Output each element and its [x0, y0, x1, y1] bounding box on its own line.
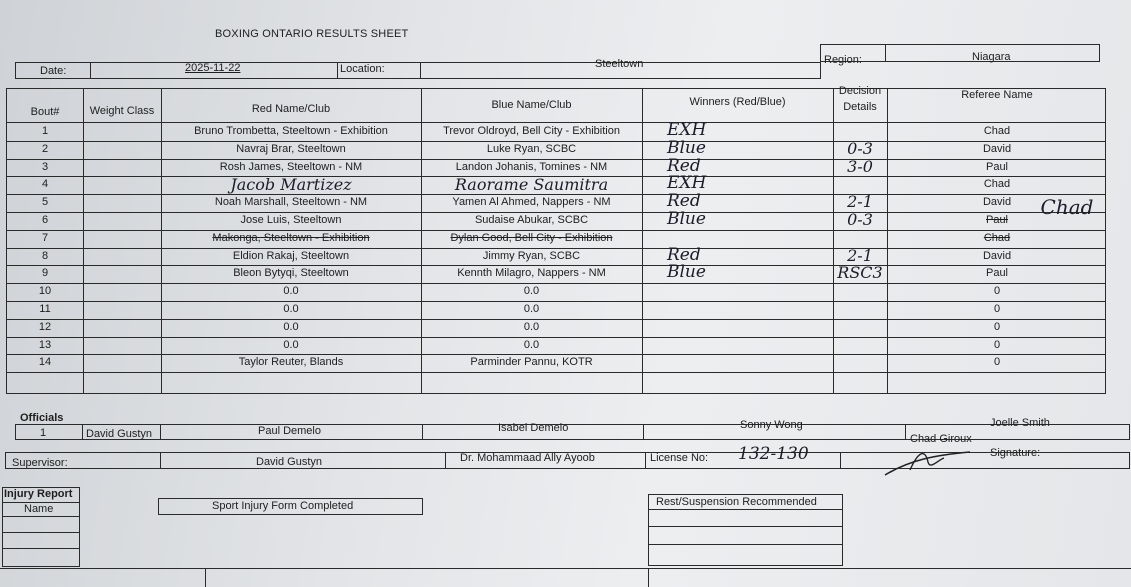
signature-mark — [880, 440, 990, 480]
region-value: Niagara — [972, 51, 1011, 63]
blue-name: 0.0 — [523, 338, 540, 351]
red-name: Jose Luis, Steeltown — [240, 214, 342, 226]
bout-number: 14 — [38, 356, 52, 369]
referee-name: Paul — [985, 214, 1009, 226]
referee-name: 0 — [993, 356, 1001, 369]
rest-label: Rest/Suspension Recommended — [656, 496, 817, 508]
red-name: Eldion Rakaj, Steeltown — [232, 249, 350, 262]
decision-details: 0-3 — [847, 210, 873, 229]
red-name: Noah Marshall, Steeltown - NM — [214, 196, 368, 209]
doctor-name: Dr. Mohammaad Ally Ayoob — [460, 452, 595, 464]
blue-name: Landon Johanis, Tomines - NM — [455, 160, 608, 173]
blue-name: Luke Ryan, SCBC — [486, 142, 577, 155]
referee-name: Chad — [983, 231, 1011, 244]
blue-name: 0.0 — [523, 303, 540, 315]
supervisor-name: David Gustyn — [256, 456, 323, 468]
sheet-title: BOXING ONTARIO RESULTS SHEET — [215, 28, 409, 40]
bout-number: 4 — [41, 178, 49, 191]
bouts-table — [6, 85, 1106, 394]
referee-name: Chad — [983, 178, 1011, 191]
col-bout: Bout# — [30, 106, 60, 118]
license-value: 132-130 — [738, 444, 809, 464]
red-name: Rosh James, Steeltown - NM — [219, 160, 363, 173]
decision-details: 0-3 — [847, 138, 873, 158]
decision-details: 2-1 — [847, 245, 873, 265]
official-extra: Chad Giroux — [910, 433, 972, 445]
blue-name: Dylan Good, Bell City - Exhibition — [450, 231, 613, 244]
blue-name: Raorame Saumitra — [454, 175, 609, 195]
official-4: Sonny Wong — [740, 419, 803, 431]
referee-name: Paul — [985, 160, 1009, 173]
red-name: 0.0 — [283, 338, 299, 351]
winner: Blue — [667, 137, 706, 158]
red-name: Makonga, Steeltown - Exhibition — [212, 231, 370, 244]
referee-name: 0 — [993, 285, 1001, 298]
winner: EXH — [667, 173, 707, 194]
location-label: Location: — [340, 63, 385, 75]
decision-details: 2-1 — [847, 192, 873, 212]
blue-name: Trevor Oldroyd, Bell City - Exhibition — [443, 125, 620, 137]
bout-number: 13 — [38, 338, 52, 351]
blue-name: 0.0 — [523, 285, 540, 298]
referee-name: David — [982, 249, 1012, 262]
winner: Red — [667, 244, 701, 265]
referee-name: 0 — [993, 303, 1001, 315]
location-value: Steeltown — [595, 58, 644, 70]
red-name: Jacob Martizez — [230, 175, 352, 195]
bout-number: 6 — [41, 214, 49, 226]
bout-number: 7 — [41, 231, 49, 244]
referee-name: Paul — [985, 267, 1009, 280]
license-label: License No: — [650, 452, 709, 464]
bout-number: 9 — [41, 267, 49, 280]
referee-name: David — [982, 142, 1012, 155]
col-decision: Decision — [838, 85, 882, 97]
referee-correction: Chad — [1040, 195, 1094, 219]
supervisor-label: Supervisor: — [12, 457, 68, 469]
decision-details: RSC3 — [837, 263, 883, 283]
region-row — [820, 44, 1100, 62]
blue-name: 0.0 — [523, 320, 540, 333]
red-name: 0.0 — [283, 285, 299, 298]
bout-number: 3 — [41, 160, 49, 173]
bout-number: 10 — [38, 285, 52, 298]
bout-number: 1 — [41, 125, 49, 137]
bout-number: 11 — [39, 303, 51, 315]
official-5: Joelle Smith — [990, 417, 1050, 429]
red-name: 0.0 — [283, 320, 299, 333]
referee-name: Chad — [983, 125, 1011, 137]
blue-name: Kennth Milagro, Nappers - NM — [457, 267, 606, 280]
injury-form-label: Sport Injury Form Completed — [212, 500, 354, 512]
col-weight: Weight Class — [89, 105, 155, 117]
officials-label: Officials — [20, 412, 64, 424]
winner: Red — [667, 191, 701, 212]
signature-label: Signature: — [990, 447, 1041, 459]
blue-name: Sudaise Abukar, SCBC — [474, 214, 589, 226]
referee-name: 0 — [993, 320, 1001, 333]
injury-label: Injury Report — [4, 488, 73, 500]
red-name: Navraj Brar, Steeltown — [236, 142, 346, 155]
official-3: Isabel Demelo — [498, 422, 569, 434]
blue-name: Parminder Pannu, KOTR — [470, 356, 593, 369]
winner: Blue — [667, 262, 706, 283]
winner: EXH — [667, 120, 707, 140]
red-name: Bleon Bytyqi, Steeltown — [233, 267, 349, 280]
bout-number: 2 — [41, 142, 49, 155]
red-name: 0.0 — [283, 303, 299, 315]
referee-name: David — [982, 196, 1012, 209]
decision-details: 3-0 — [847, 156, 873, 176]
col-details: Details — [843, 101, 877, 113]
col-red: Red Name/Club — [251, 103, 331, 115]
blue-name: Jimmy Ryan, SCBC — [482, 249, 581, 262]
date-label: Date: — [40, 65, 67, 77]
blue-name: Yamen Al Ahmed, Nappers - NM — [452, 196, 611, 209]
red-name: Bruno Trombetta, Steeltown - Exhibition — [194, 125, 388, 137]
official-2: Paul Demelo — [258, 425, 321, 437]
col-winners: Winners (Red/Blue) — [689, 96, 786, 108]
winner: Red — [667, 155, 701, 176]
col-blue: Blue Name/Club — [491, 99, 572, 111]
official-1: David Gustyn — [86, 428, 153, 440]
red-name: Taylor Reuter, Blands — [238, 356, 344, 369]
col-referee: Referee Name — [961, 89, 1033, 101]
bout-number: 8 — [41, 249, 49, 262]
header-row — [15, 62, 821, 79]
officials-number: 1 — [40, 427, 47, 439]
bout-number: 12 — [38, 320, 52, 333]
bout-number: 5 — [41, 196, 49, 209]
winner: Blue — [667, 209, 706, 229]
region-label: Region: — [824, 54, 862, 66]
referee-name: 0 — [993, 338, 1001, 351]
injury-name-label: Name — [24, 503, 54, 515]
date-value: 2025-11-22 — [185, 62, 241, 74]
